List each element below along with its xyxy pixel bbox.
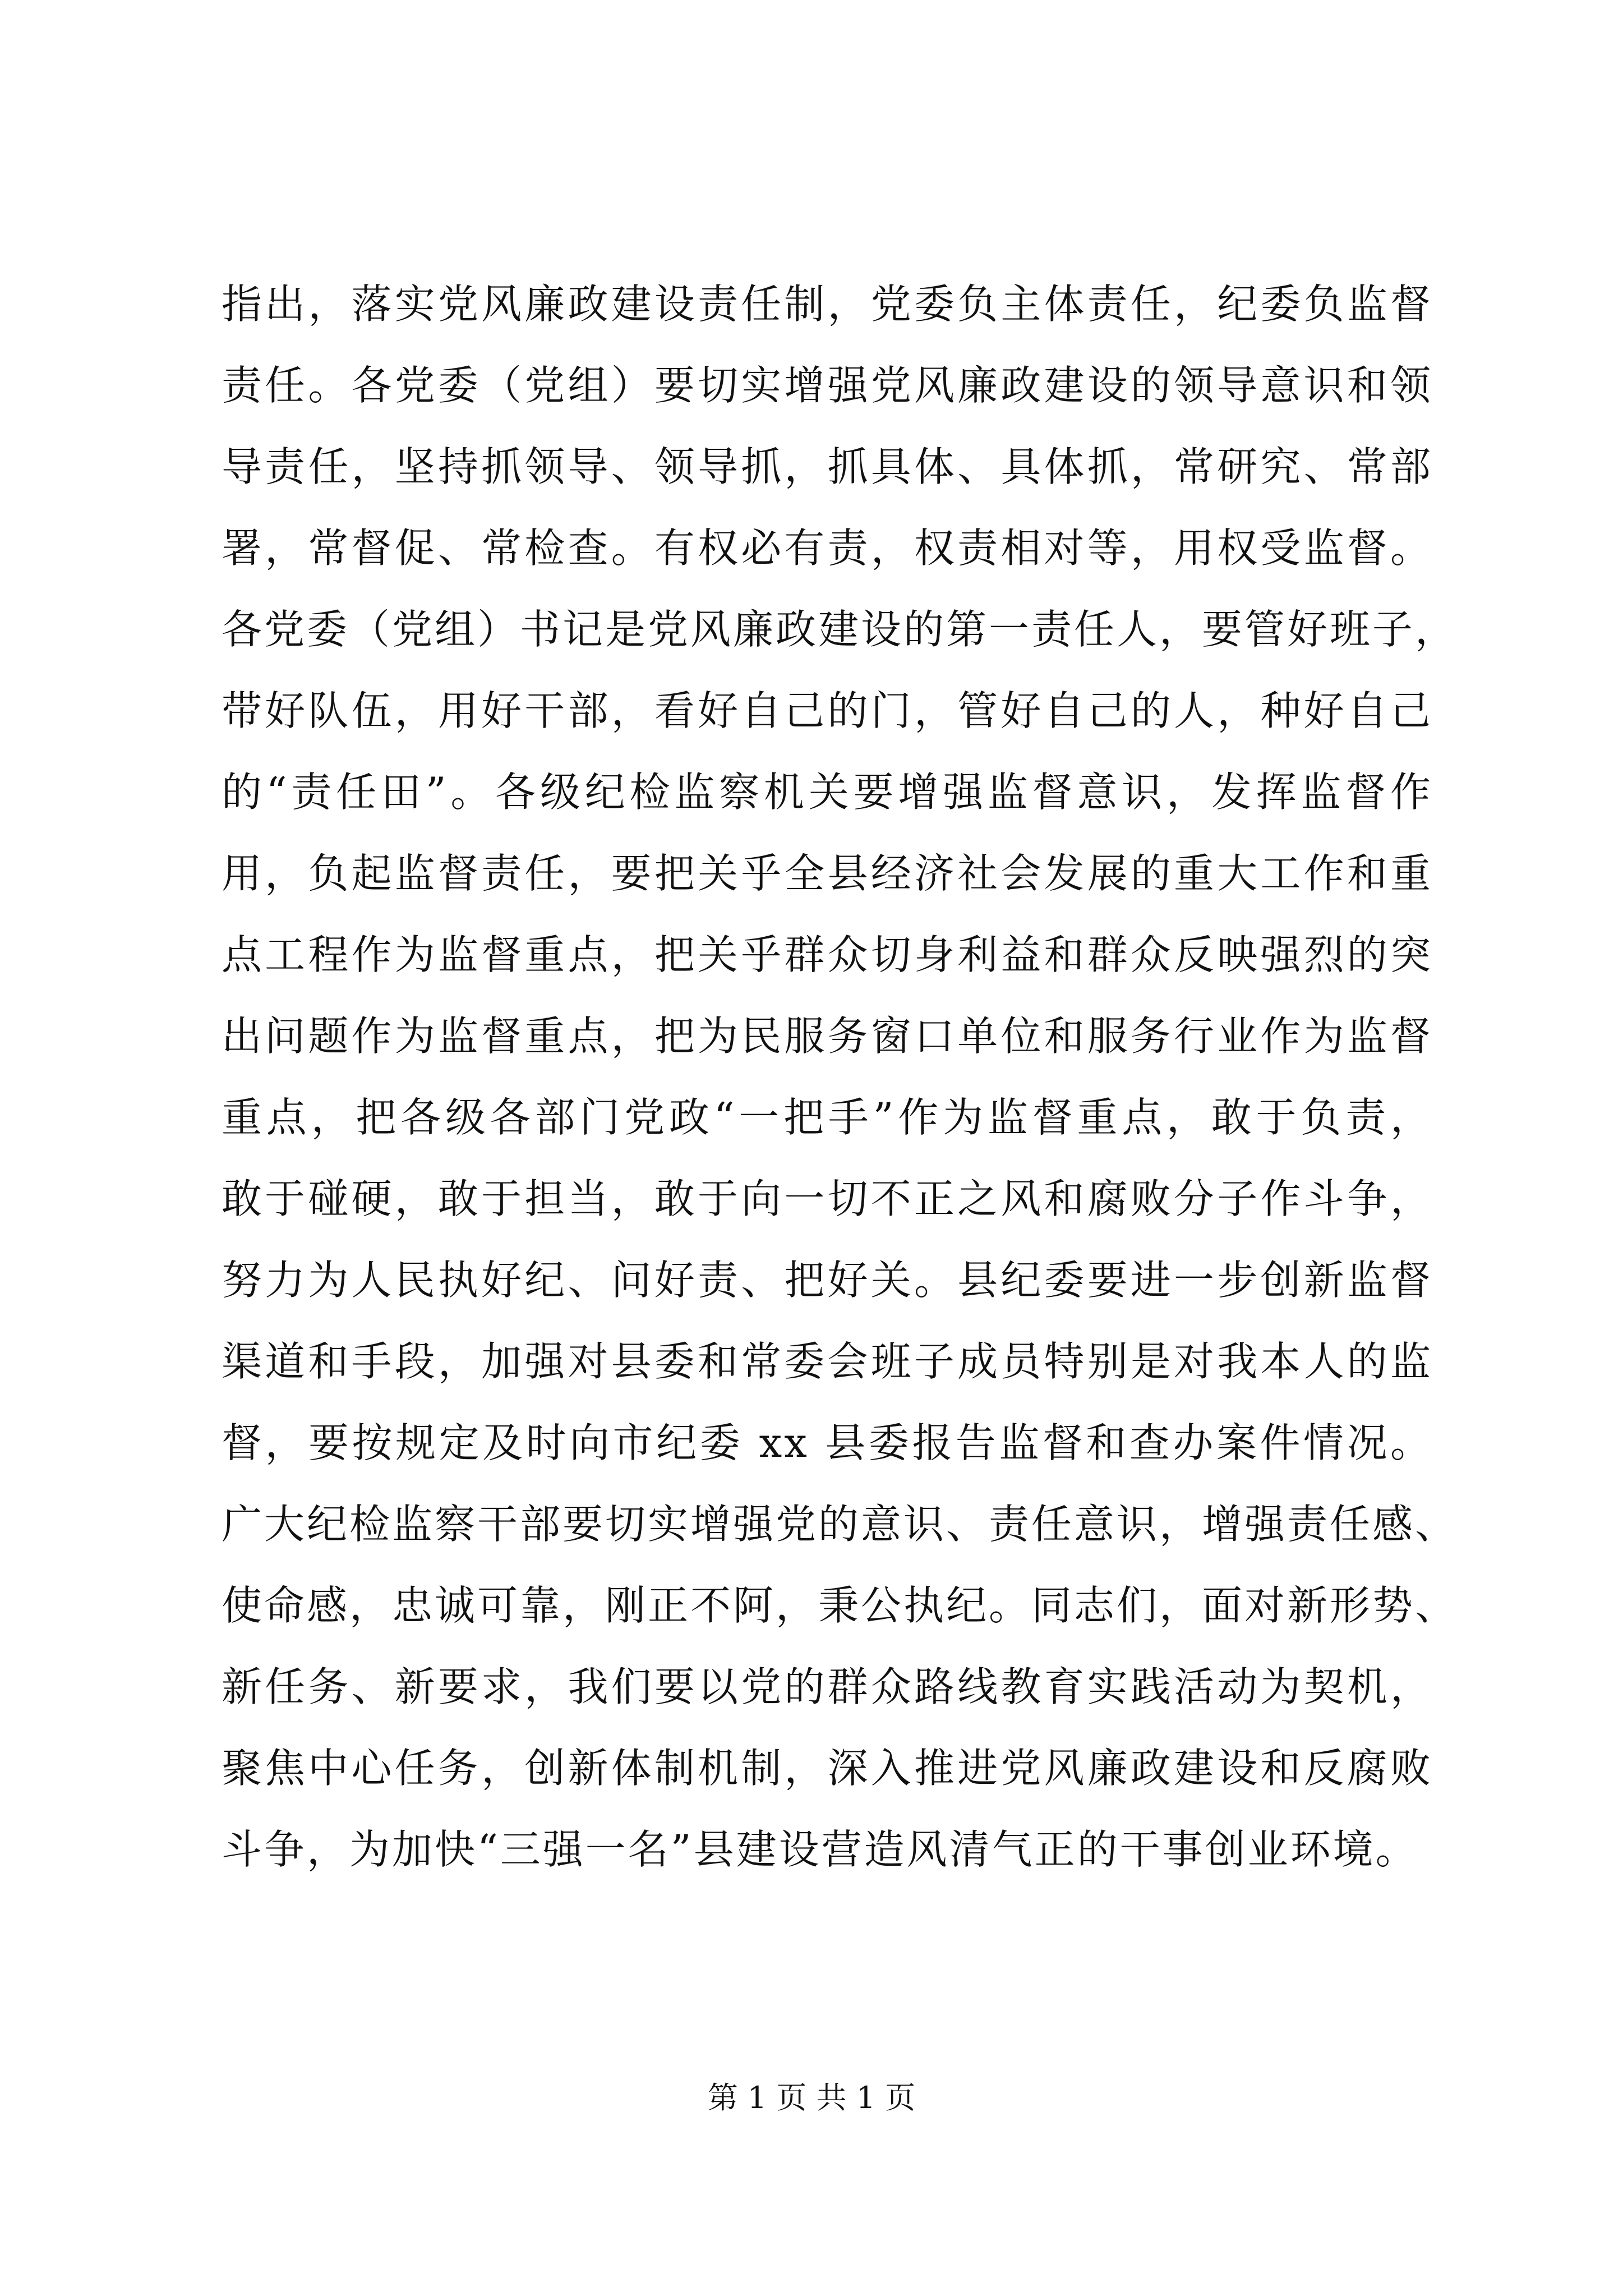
text-line: 责任。各党委（党组）要切实增强党风廉政建设的领导意识和领 <box>222 362 1433 409</box>
body-paragraph <box>222 264 1458 1890</box>
text-line: 指出，落实党风廉政建设责任制，党委负主体责任，纪委负监督 <box>222 280 1433 328</box>
text-line: 点工程作为监督重点，把关乎群众切身利益和群众反映强烈的突 <box>222 931 1433 978</box>
text-line: 署，常督促、常检查。有权必有责，权责相对等，用权受监督。 <box>222 524 1433 572</box>
text-line: 各党委（党组）书记是党风廉政建设的第一责任人，要管好班子， <box>222 606 1458 653</box>
text-line: 的“责任田”。各级纪检监察机关要增强监督意识，发挥监督作 <box>222 769 1433 816</box>
text-line: 广大纪检监察干部要切实增强党的意识、责任意识，增强责任感、 <box>222 1501 1458 1548</box>
text-line: 渠道和手段，加强对县委和常委会班子成员特别是对我本人的监 <box>222 1338 1433 1385</box>
text-line: 用，负起监督责任，要把关乎全县经济社会发展的重大工作和重 <box>222 850 1433 897</box>
text-line: 斗争，为加快“三强一名”县建设营造风清气正的干事创业环境。 <box>222 1826 1418 1873</box>
text-line: 督，要按规定及时向市纪委 xx 县委报告监督和查办案件情况。 <box>222 1419 1433 1466</box>
text-line: 新任务、新要求，我们要以党的群众路线教育实践活动为契机， <box>222 1663 1433 1710</box>
text-line: 使命感，忠诚可靠，刚正不阿，秉公执纪。同志们，面对新形势、 <box>222 1582 1458 1629</box>
text-line: 聚焦中心任务，创新体制机制，深入推进党风廉政建设和反腐败 <box>222 1745 1433 1792</box>
page-number-footer: 第 1 页 共 1 页 <box>707 2080 916 2115</box>
text-line: 带好队伍，用好干部，看好自己的门，管好自己的人，种好自己 <box>222 687 1433 734</box>
text-line: 出问题作为监督重点，把为民服务窗口单位和服务行业作为监督 <box>222 1013 1433 1060</box>
text-line: 重点，把各级各部门党政“一把手”作为监督重点，敢于负责， <box>222 1094 1433 1141</box>
text-line: 努力为人民执好纪、问好责、把好关。县纪委要进一步创新监督 <box>222 1257 1433 1304</box>
text-line: 导责任，坚持抓领导、领导抓，抓具体、具体抓，常研究、常部 <box>222 443 1433 490</box>
text-line: 敢于碰硬，敢于担当，敢于向一切不正之风和腐败分子作斗争， <box>222 1175 1433 1222</box>
